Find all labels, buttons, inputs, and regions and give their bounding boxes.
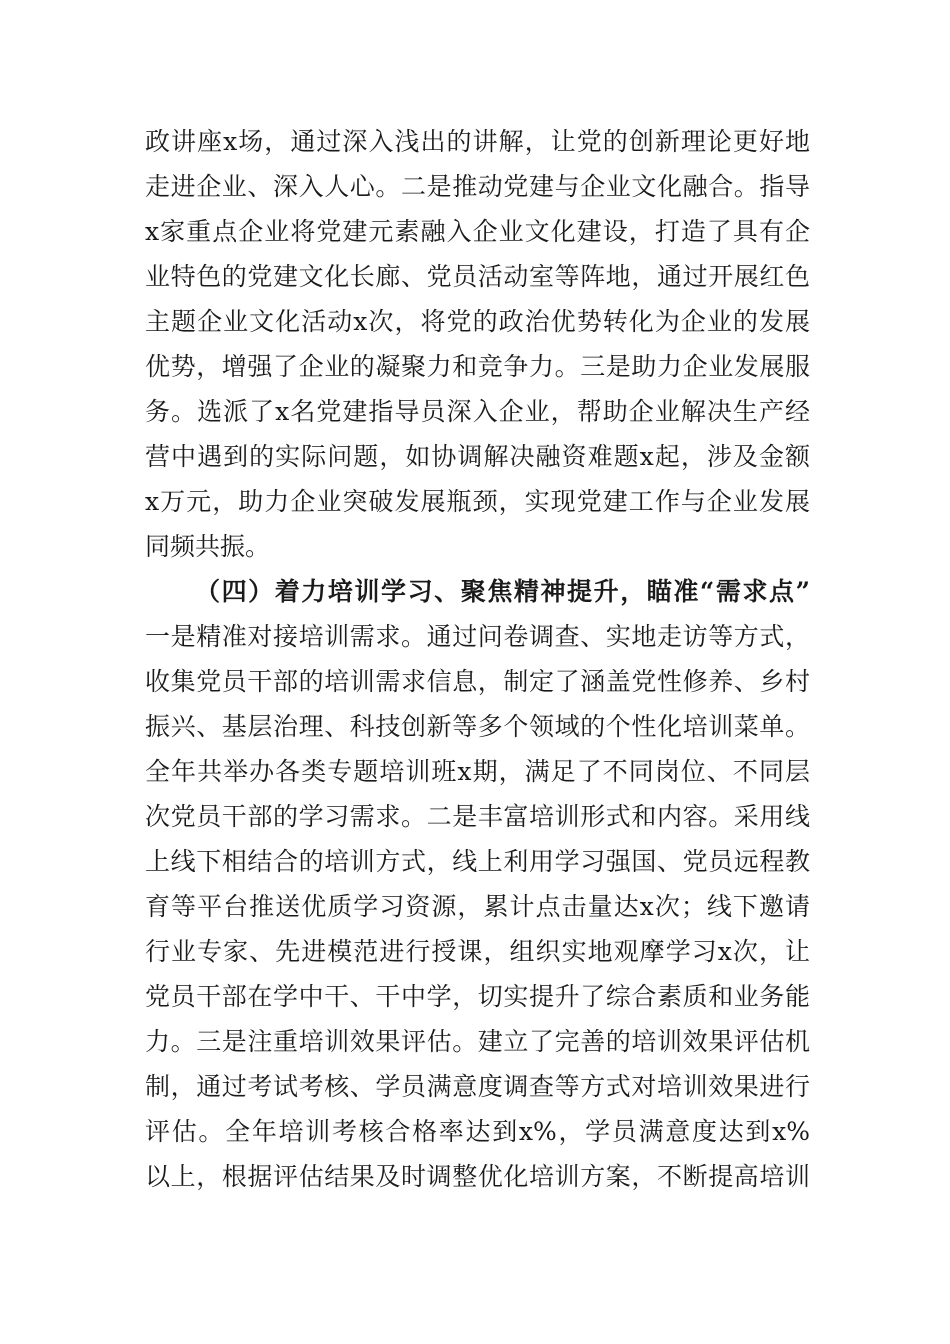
text-line: 上线下相结合的培训方式，线上利用学习强国、党员远程教 [145,847,810,876]
text-line: 同频共振。 [145,532,271,561]
text-line: 行业专家、先进模范进行授课，组织实地观摩学习x次，让 [145,937,810,966]
text-line: x家重点企业将党建元素融入企业文化建设，打造了具有企 [145,217,810,246]
text-line: 党员干部在学中干、干中学，切实提升了综合素质和业务能 [145,982,810,1011]
text-line: 收集党员干部的培训需求信息，制定了涵盖党性修养、乡村 [145,667,810,696]
text-line: 一是精准对接培训需求。通过问卷调查、实地走访等方式， [145,622,810,651]
text-line: 次党员干部的学习需求。二是丰富培训形式和内容。采用线 [145,802,810,831]
text-line: 以上，根据评估结果及时调整优化培训方案，不断提高培训 [145,1162,810,1191]
text-line: 务。选派了x名党建指导员深入企业，帮助企业解决生产经 [145,397,810,426]
text-line: 业特色的党建文化长廊、党员活动室等阵地，通过开展红色 [145,262,810,291]
text-line: 振兴、基层治理、科技创新等多个领域的个性化培训菜单。 [145,712,810,741]
text-line: 主题企业文化活动x次，将党的政治优势转化为企业的发展 [145,307,810,336]
text-line: 力。三是注重培训效果评估。建立了完善的培训效果评估机 [145,1027,810,1056]
text-line: 育等平台推送优质学习资源，累计点击量达x次；线下邀请 [145,892,810,921]
text-line: x万元，助力企业突破发展瓶颈，实现党建工作与企业发展 [145,487,810,516]
text-line: 政讲座x场，通过深入浅出的讲解，让党的创新理论更好地 [145,127,810,156]
text-line: 全年共举办各类专题培训班x期，满足了不同岗位、不同层 [145,757,810,786]
text-line: 评估。全年培训考核合格率达到x%，学员满意度达到x% [145,1117,810,1146]
text-line: 走进企业、深入人心。二是推动党建与企业文化融合。指导 [145,172,810,201]
text-line: 制，通过考试考核、学员满意度调查等方式对培训效果进行 [145,1072,810,1101]
text-line: 优势，增强了企业的凝聚力和竞争力。三是助力企业发展服 [145,352,810,381]
text-line: 营中遇到的实际问题，如协调解决融资难题x起，涉及金额 [145,442,810,471]
section-heading: （四）着力培训学习、聚焦精神提升，瞄准“需求点” [195,577,810,606]
